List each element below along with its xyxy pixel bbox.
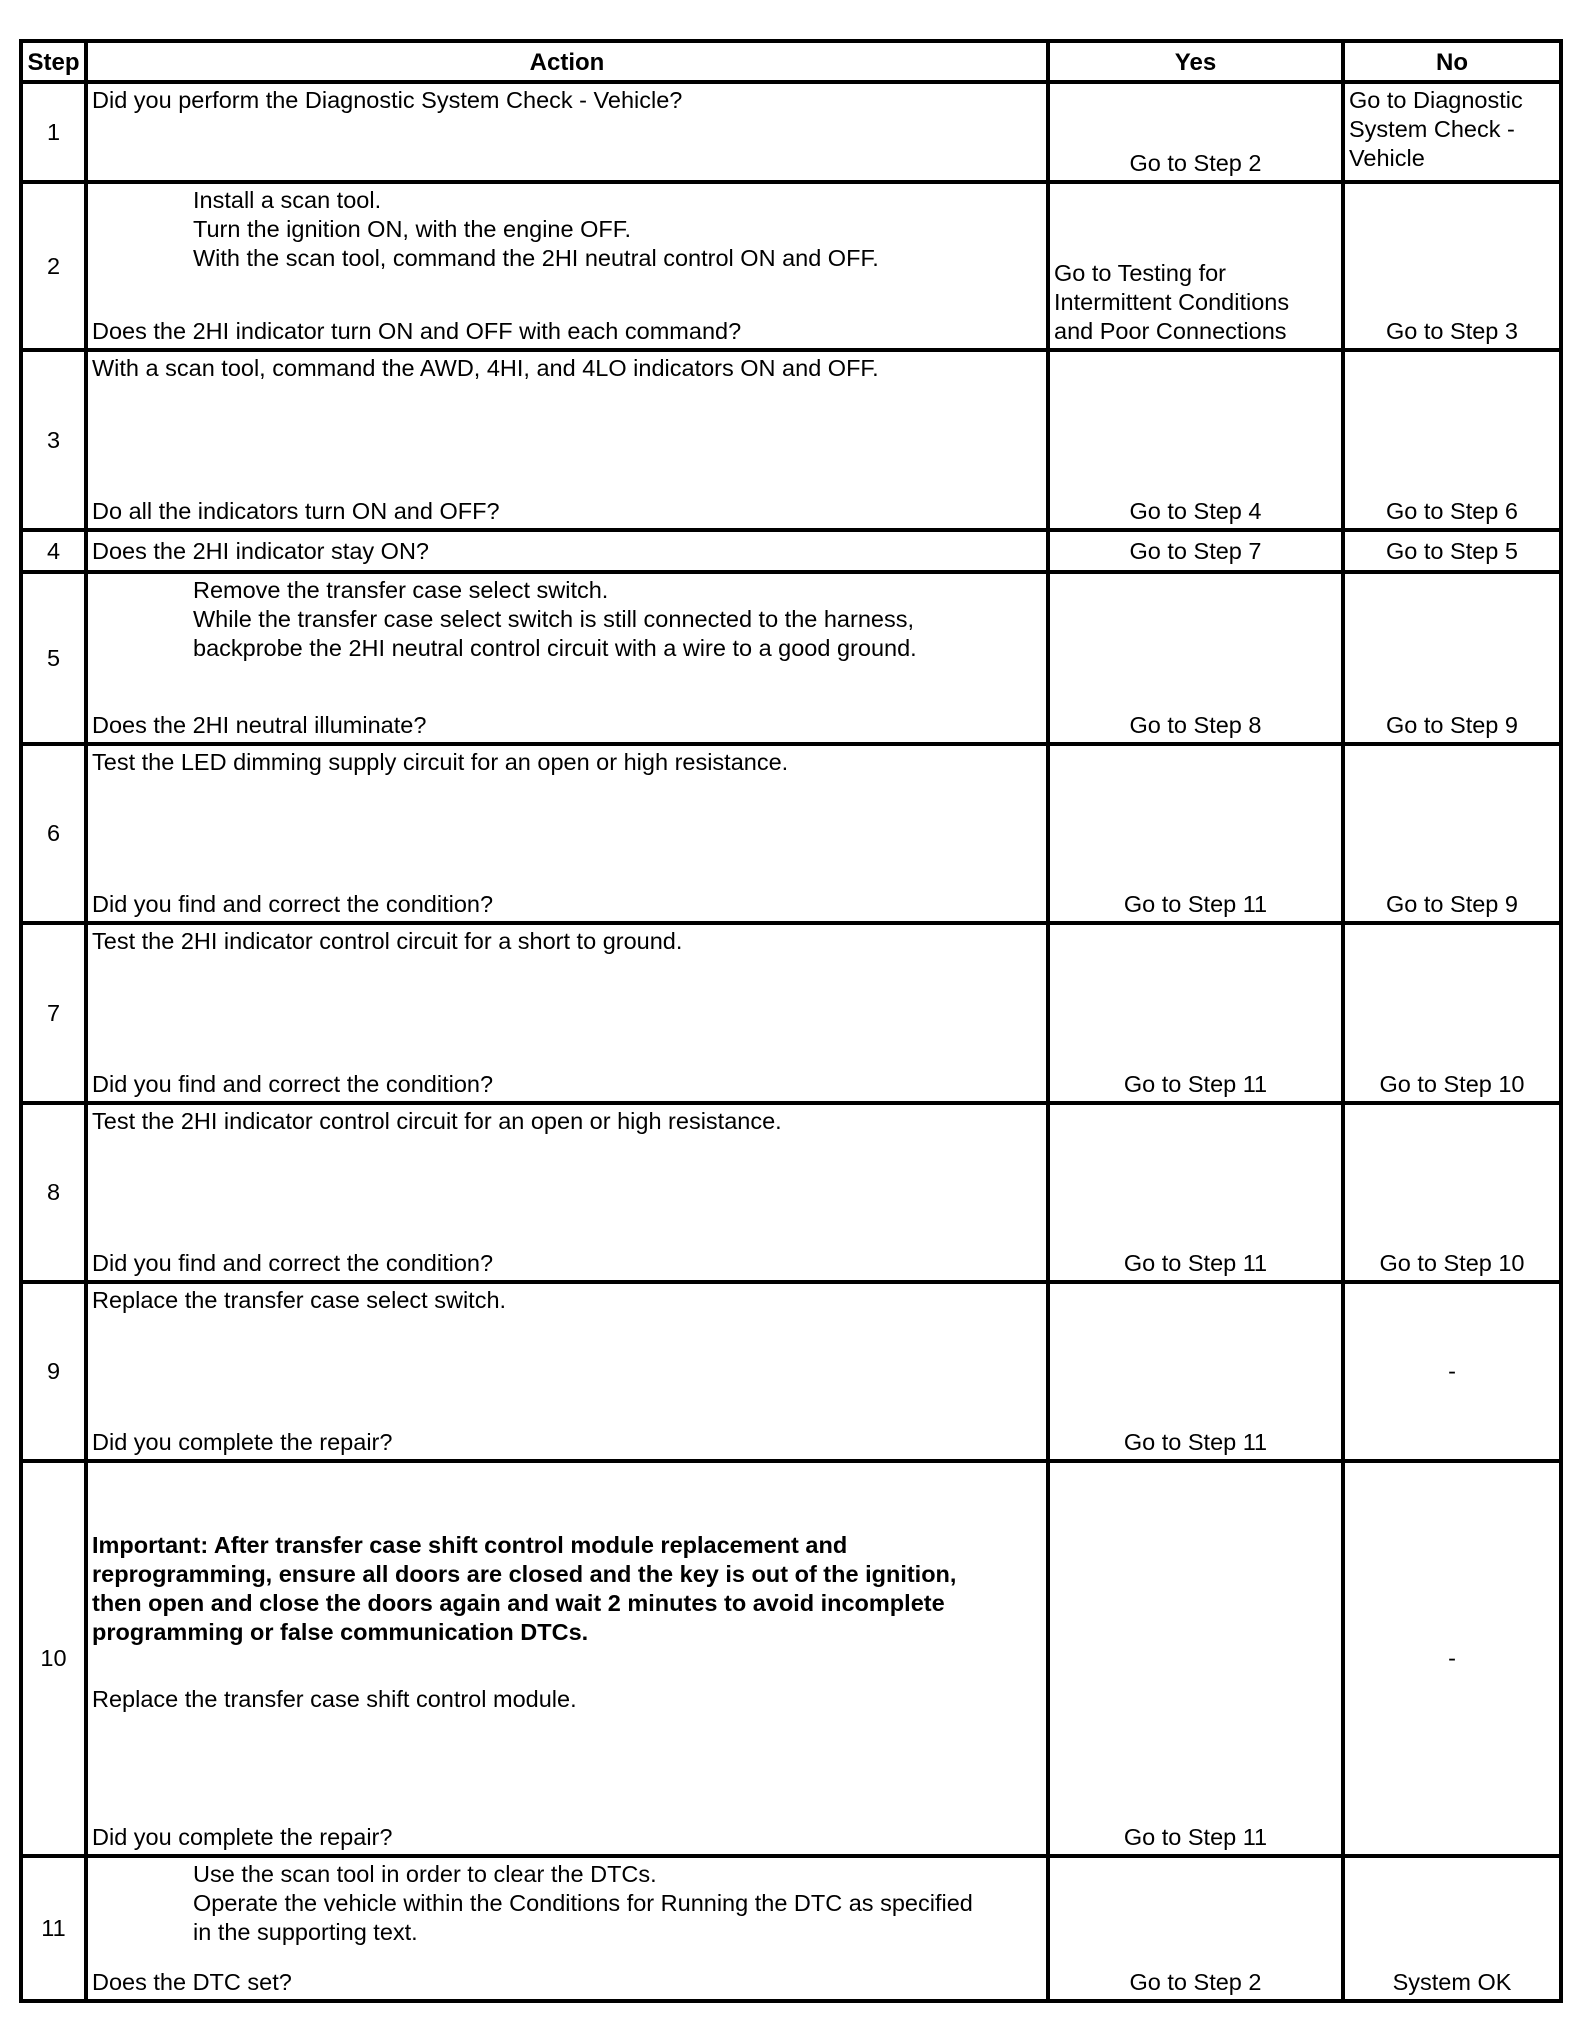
step-number: 9 (46, 1358, 61, 1384)
important-note (92, 1531, 956, 1647)
instruction-text: Use the scan tool in order to clear the DTCs. (193, 1861, 657, 1887)
action-cell (92, 86, 1042, 178)
step-number: 6 (46, 820, 61, 846)
yes-cell (1050, 1463, 1341, 1852)
no-text: System Check - (1349, 116, 1515, 142)
step-number: 10 (40, 1645, 67, 1671)
instruction-text: Operate the vehicle within the Conditions for Running the DTC as specified (193, 1890, 973, 1916)
header-no: No (1436, 49, 1468, 76)
header-step: Step (27, 49, 80, 76)
action-cell (92, 576, 1042, 740)
action-text: With a scan tool, command the AWD, 4HI, and 4LO indicators ON and OFF. (92, 355, 879, 381)
no-text: Vehicle (1349, 145, 1425, 171)
yes-text: Go to Step 11 (1123, 1250, 1268, 1276)
action-cell (92, 1107, 1042, 1278)
no-cell (1345, 532, 1559, 570)
important-text: Important: After transfer case shift control module replacement and (92, 1532, 848, 1558)
instruction-text: Turn the ignition ON, with the engine OFF. (193, 216, 632, 242)
instruction-text: With the scan tool, command the 2HI neutral control ON and OFF. (193, 245, 879, 271)
yes-text: Go to Testing for (1054, 260, 1226, 286)
question-text: Did you find and correct the condition? (92, 891, 494, 917)
instruction-text: Remove the transfer case select switch. (193, 577, 609, 603)
yes-text: Go to Step 11 (1123, 1071, 1268, 1097)
no-cell (1345, 1463, 1559, 1854)
question-text: Does the 2HI indicator stay ON? (92, 537, 429, 564)
action-text: Replace the transfer case shift control module. (92, 1686, 577, 1712)
question-text: Did you complete the repair? (92, 1824, 393, 1850)
action-text: Did you perform the Diagnostic System Check - Vehicle? (92, 87, 683, 113)
instruction-text: Install a scan tool. (193, 187, 382, 213)
yes-text: Go to Step 8 (1129, 712, 1262, 738)
no-cell (1345, 184, 1559, 346)
no-text: Go to Step 9 (1386, 712, 1518, 738)
question-text: Does the DTC set? (92, 1969, 292, 1995)
yes-cell (1050, 1284, 1341, 1457)
yes-text: Go to Step 2 (1129, 150, 1262, 176)
no-text: Go to Step 3 (1386, 318, 1518, 344)
step-number: 7 (46, 999, 61, 1026)
step-number: 4 (46, 537, 61, 564)
important-text: reprogramming, ensure all doors are closed and the key is out of the ignition, (92, 1561, 957, 1587)
action-cell (92, 927, 1042, 1099)
action-cell (92, 1286, 1042, 1457)
no-text: - (1448, 1645, 1456, 1671)
yes-text: Intermittent Conditions (1054, 289, 1290, 315)
question-text: Did you find and correct the condition? (92, 1071, 494, 1097)
yes-text: and Poor Connections (1054, 318, 1287, 344)
step-number: 2 (46, 252, 61, 279)
no-cell (1345, 352, 1559, 526)
no-text: Go to Step 6 (1386, 498, 1518, 524)
action-cell (92, 354, 1042, 526)
action-cell (92, 1463, 1042, 1852)
question-text: Did you find and correct the condition? (92, 1250, 494, 1276)
no-text: Go to Step 10 (1379, 1071, 1525, 1097)
yes-text: Go to Step 11 (1123, 1824, 1268, 1850)
instruction-text: While the transfer case select switch is still connected to the harness, (193, 606, 914, 632)
yes-cell (1050, 1858, 1341, 1997)
action-text: Test the 2HI indicator control circuit for an open or high resistance. (92, 1108, 782, 1134)
yes-cell (1050, 532, 1341, 570)
question-text: Do all the indicators turn ON and OFF? (92, 498, 500, 524)
step-number: 1 (46, 118, 61, 145)
action-text: Test the 2HI indicator control circuit for a short to ground. (92, 928, 683, 954)
yes-cell (1054, 184, 1341, 346)
instruction-text: backprobe the 2HI neutral control circuit with a wire to a good ground. (193, 635, 917, 661)
no-cell (1345, 1284, 1559, 1459)
yes-text: Go to Step 11 (1123, 891, 1268, 917)
yes-text: Go to Step 7 (1129, 537, 1262, 564)
yes-cell (1050, 574, 1341, 740)
no-cell (1349, 86, 1559, 178)
action-cell (92, 748, 1042, 919)
no-cell (1345, 746, 1559, 919)
column-divider (84, 39, 88, 2003)
action-cell (92, 532, 1042, 570)
step-number: 3 (46, 426, 61, 453)
action-cell (92, 1860, 1046, 1997)
no-text: System OK (1392, 1969, 1512, 1995)
yes-text: Go to Step 4 (1129, 498, 1262, 524)
step-number: 11 (41, 1915, 66, 1941)
yes-text: Go to Step 11 (1123, 1429, 1268, 1455)
question-text: Did you complete the repair? (92, 1429, 393, 1455)
action-text: Replace the transfer case select switch. (92, 1287, 507, 1313)
yes-cell (1050, 1105, 1341, 1278)
no-text: Go to Step 9 (1386, 891, 1518, 917)
action-cell (92, 186, 1042, 346)
important-text: programming or false communication DTCs. (92, 1619, 589, 1645)
step-number: 5 (46, 644, 61, 671)
question-text: Does the 2HI neutral illuminate? (92, 712, 427, 738)
question-text: Does the 2HI indicator turn ON and OFF with each command? (92, 318, 742, 344)
step-number: 8 (46, 1179, 61, 1205)
no-text: Go to Step 10 (1379, 1250, 1525, 1276)
yes-cell (1050, 84, 1341, 178)
important-text: then open and close the doors again and wait 2 minutes to avoid incomplete (92, 1590, 945, 1616)
no-text: - (1448, 1358, 1456, 1384)
no-cell (1345, 1858, 1559, 1997)
no-cell (1345, 1105, 1559, 1278)
yes-cell (1050, 925, 1341, 1099)
yes-cell (1050, 746, 1341, 919)
no-cell (1345, 574, 1559, 740)
header-action: Action (529, 49, 605, 76)
action-text: Test the LED dimming supply circuit for an open or high resistance. (92, 749, 789, 775)
no-text: Go to Step 5 (1386, 537, 1518, 564)
instruction-text: in the supporting text. (193, 1919, 418, 1945)
no-cell (1345, 925, 1559, 1099)
no-text: Go to Diagnostic (1349, 87, 1523, 113)
yes-cell (1050, 352, 1341, 526)
yes-text: Go to Step 2 (1129, 1969, 1262, 1995)
header-yes: Yes (1174, 49, 1217, 76)
